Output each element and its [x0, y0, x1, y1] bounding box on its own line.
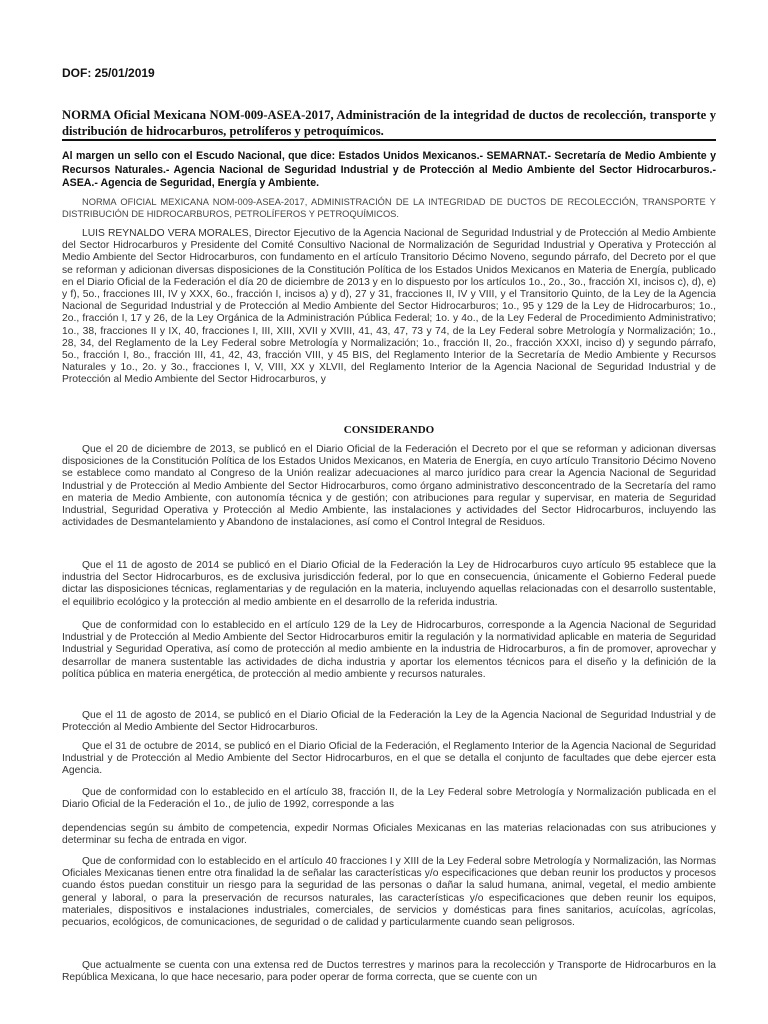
norma-title: NORMA Oficial Mexicana NOM-009-ASEA-2017, Administración de la integridad de ductos de recolección, transporte y distribución de hidrocarburos, petrolíferos y petroquímicos.	[62, 108, 716, 138]
intro-paragraph: LUIS REYNALDO VERA MORALES, Director Ejecutivo de la Agencia Nacional de Seguridad Industrial y de Protección al Medio Ambiente del Sector Hidrocarburos y Presidente del Comité Consultivo Nacional de Normalización de Seguridad Industrial y Operativa y Protección al Medio Ambiente del Sector Hidrocarburos, con fundamento en el artículo Transitorio Décimo Noveno, segundo párrafo, del Decreto por el que se reforman y adicionan diversas disposiciones de la Constitución Política de los Estados Unidos Mexicanos en Materia de Energía, publicado en el Diario Oficial de la Federación el día 20 de diciembre de 2013 y en lo dispuesto por los artículos 1o., 2o., 3o., fracción XI, incisos c), d), e) y f), 5o., fracciones III, IV y XXX, 6o., fracción I, incisos a) y d), 27 y 31, fracciones II, IV y VIII, y el Transitorio Quinto, de la Ley de la Agencia Nacional de Seguridad Industrial y de Protección al Medio Ambiente del Sector Hidrocarburos; 1o., 95 y 129 de la Ley de Hidrocarburos; 1o., 2o., fracción I, 17 y 26, de la Ley Orgánica de la Administración Pública Federal; 1o. y 4o., de la Ley Federal de Procedimiento Administrativo; 1o., 38, fracciones II y IX, 40, fracciones I, III, XIII, XVII y XVIII, 41, 43, 47, 73 y 74, de la Ley Federal sobre Metrología y Normalización; 1o., 28, 34, del Reglamento de la Ley Federal sobre Metrología y Normalización; 1o., fracción II, 2o., fracción XXXI, inciso d) y segundo párrafo, 5o., fracción I, 8o., fracción III, 41, 42, 43, fracción VIII, y 45 BIS, del Reglamento Interior de la Secretaría de Medio Ambiente y Recursos Naturales y 1o., 2o. y 3o., fracciones I, V, VIII, XX y XLVII, del Reglamento Interior de la Agencia Nacional de Seguridad Industrial y de Protección al Medio Ambiente del Sector Hidrocarburos, y	[62, 228, 716, 386]
title-divider	[62, 139, 716, 141]
considerando-heading: CONSIDERANDO	[343, 424, 435, 436]
paragraph: Que de conformidad con lo establecido en el artículo 40 fracciones I y XIII de la Ley Federal sobre Metrología y Normalización, las Normas Oficiales Mexicanas tienen entre otra finalidad la de señalar las características y/o especificaciones que deban reunir los productos y procesos cuando éstos puedan constituir un riesgo para la seguridad de las personas o dañar la salud humana, animal, vegetal, el medio ambiente general y laboral, o para la preservación de recursos naturales, las características y/o especificaciones que deben reunir los equipos, materiales, dispositivos e instalaciones industriales, comerciales, de servicios y domésticas para fines sanitarios, acuícolas, agrícolas, pecuarios, ecológicos, de comunicaciones, de seguridad o de calidad y particularmente cuando sean peligrosos.	[62, 856, 716, 929]
paragraph: Que el 11 de agosto de 2014 se publicó en el Diario Oficial de la Federación la Ley de Hidrocarburos cuyo artículo 95 establece que la industria del Sector Hidrocarburos, es de exclusiva jurisdicción federal, por lo que en consecuencia, únicamente el Gobierno Federal puede dictar las disposiciones técnicas, reglamentarias y de regulación en la materia, incluyendo aquellas relacionadas con el desarrollo sustentable, el equilibrio ecológico y la protección al medio ambiente en el desarrollo de la referida industria.	[62, 560, 716, 608]
paragraph: Que actualmente se cuenta con una extensa red de Ductos terrestres y marinos para la recolección y Transporte de Hidrocarburos en la República Mexicana, lo que hace necesario, para poder operar de forma correcta, que se cuente con un	[62, 960, 716, 984]
paragraph: Que el 20 de diciembre de 2013, se publicó en el Diario Oficial de la Federación el Decreto por el que se reforman y adicionan diversas disposiciones de la Constitución Política de los Estados Unidos Mexicanos, en Materia de Energía, en cuyo artículo Transitorio Décimo Noveno se establece como mandato al Congreso de la Unión realizar adecuaciones al marco jurídico para crear la Agencia Nacional de Seguridad Industrial y de Protección al Medio Ambiente del Sector Hidrocarburos, como órgano administrativo desconcentrado de la Secretaría del ramo en materia de Medio Ambiente, con autonomía técnica y de gestión; con atribuciones para regular y supervisar, en materia de Seguridad Industrial, Seguridad Operativa y Protección al Medio Ambiente, las instalaciones y actividades del Sector Hidrocarburos, incluyendo las actividades de Desmantelamiento y Abandono de instalaciones, así como el Control Integral de Residuos.	[62, 444, 716, 529]
norma-subtitle: NORMA OFICIAL MEXICANA NOM-009-ASEA-2017, ADMINISTRACIÓN DE LA INTEGRIDAD DE DUCTOS DE RECOLECCIÓN, TRANSPORTE Y DISTRIBUCIÓN DE HIDROCARBUROS, PETROLÍFEROS Y PETROQUÍMICOS.	[62, 197, 716, 220]
margin-note: Al margen un sello con el Escudo Nacional, que dice: Estados Unidos Mexicanos.- SEMARNAT.- Secretaría de Medio Ambiente y Recursos Naturales.- Agencia Nacional de Seguridad Industrial y de Protección al Medio Ambiente del Sector Hidrocarburos.- ASEA.- Agencia de Seguridad, Energía y Ambiente.	[62, 150, 716, 189]
dof-date: DOF: 25/01/2019	[62, 66, 155, 80]
paragraph: Que el 31 de octubre de 2014, se publicó en el Diario Oficial de la Federación, el Reglamento Interior de la Agencia Nacional de Seguridad Industrial y de Protección al Medio Ambiente del Sector Hidrocarburos, en el que se detalla el conjunto de facultades que debe ejercer esta Agencia.	[62, 741, 716, 777]
paragraph: Que el 11 de agosto de 2014, se publicó en el Diario Oficial de la Federación la Ley de la Agencia Nacional de Seguridad Industrial y de Protección al Medio Ambiente del Sector Hidrocarburos.	[62, 710, 716, 734]
paragraph: Que de conformidad con lo establecido en el artículo 129 de la Ley de Hidrocarburos, corresponde a la Agencia Nacional de Seguridad Industrial y de Protección al Medio Ambiente del Sector Hidrocarburos emitir la regulación y la normatividad aplicable en materia de Seguridad Industrial y Seguridad Operativa, así como de protección al medio ambiente en la industria de Hidrocarburos, a fin de promover, aprovechar y desarrollar de manera sustentable las actividades de dicha industria y aportar los elementos técnicos para el diseño y la definición de la política pública en materia energética, de protección al medio ambiente y recursos naturales.	[62, 620, 716, 680]
paragraph: Que de conformidad con lo establecido en el artículo 38, fracción II, de la Ley Federal sobre Metrología y Normalización publicada en el Diario Oficial de la Federación el 1o., de julio de 1992, corresponde a las	[62, 787, 716, 811]
paragraph-continuation: dependencias según su ámbito de competencia, expedir Normas Oficiales Mexicanas en las materias relacionadas con sus atribuciones y determinar su fecha de entrada en vigor.	[62, 823, 716, 847]
